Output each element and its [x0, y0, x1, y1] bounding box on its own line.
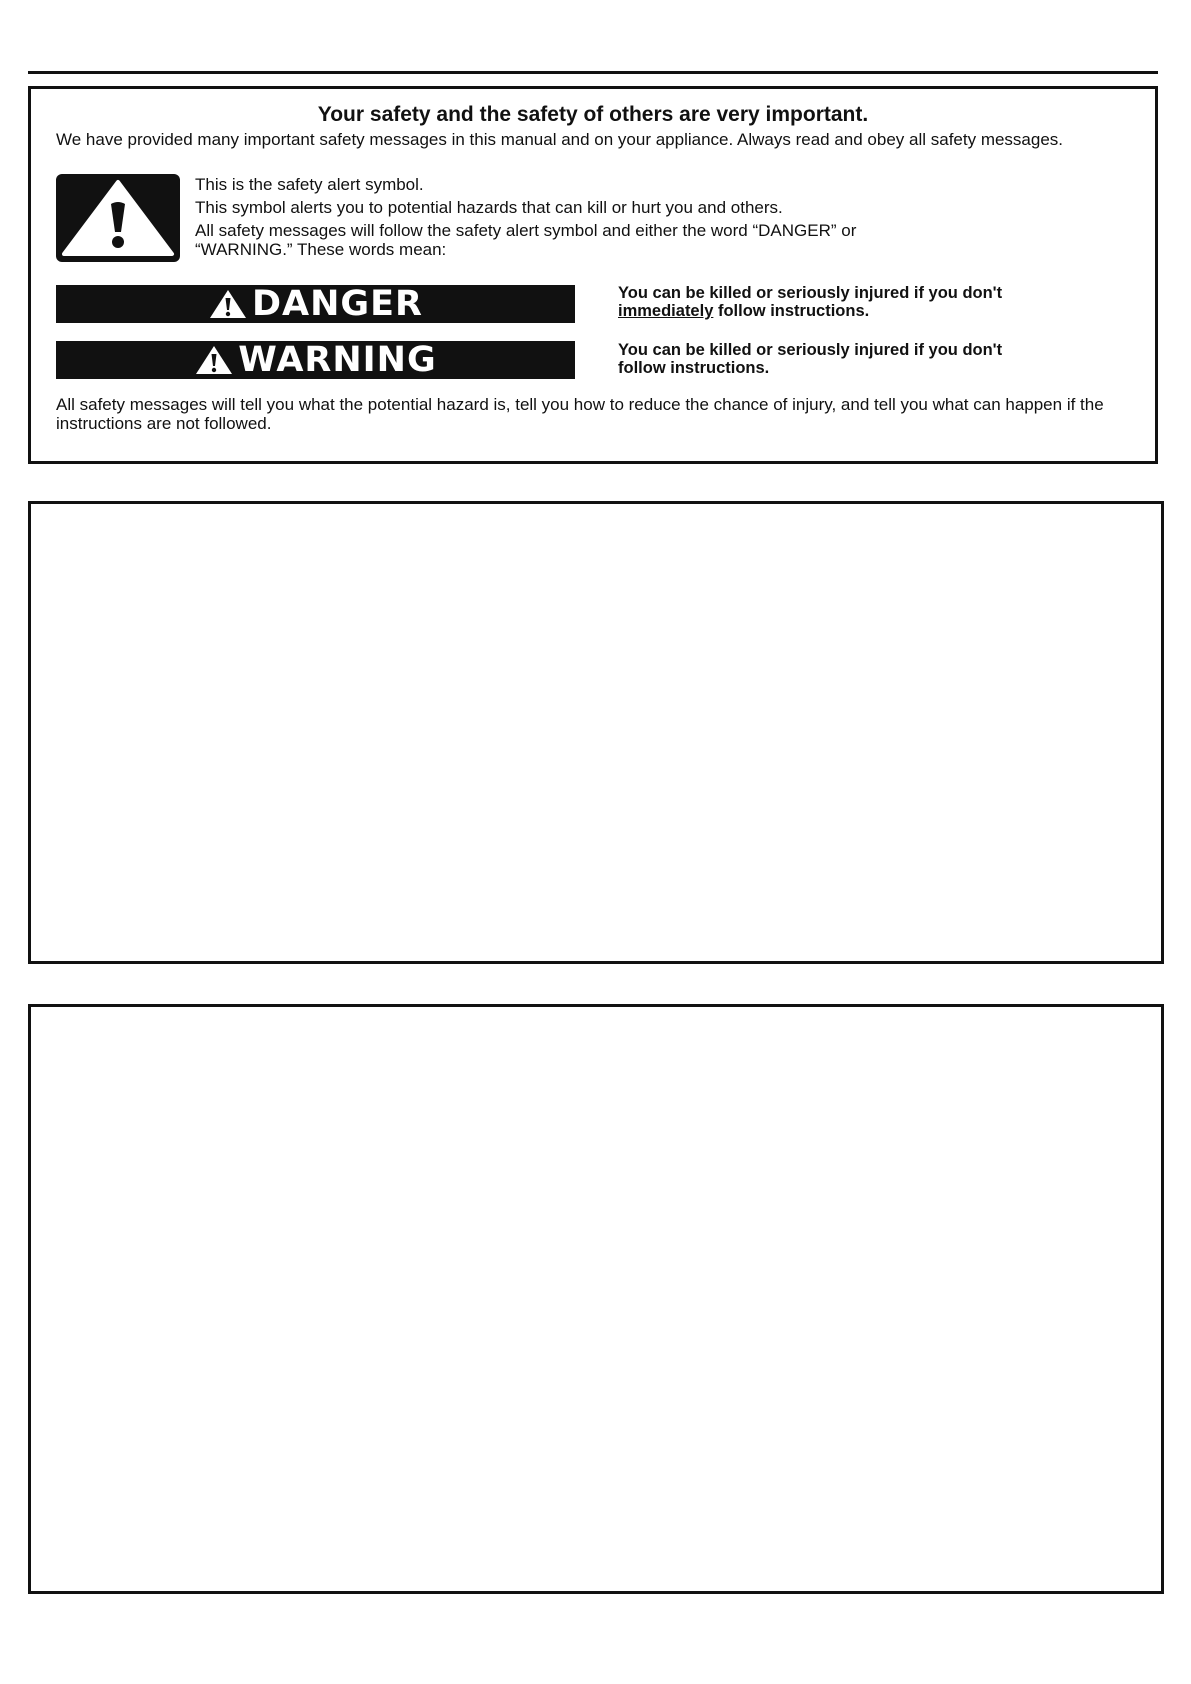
safety-information-box: [28, 86, 1158, 464]
safety-closing-text: All safety messages will tell you what the potential hazard is, tell you how to reduce the chance of injury, and tell you what can happen if the instructions are not followed.: [56, 395, 1104, 433]
safety-intro: We have provided many important safety messages in this manual and on your appliance. Always read and obey all safety messages.: [56, 130, 1064, 149]
warning-description: [618, 341, 1138, 377]
warning-desc-line-2: follow instructions.: [618, 359, 770, 377]
danger-signal-bar: [56, 285, 575, 323]
empty-content-box-2: [28, 1004, 1164, 1594]
safety-symbol-explanation: [195, 175, 1115, 263]
danger-desc-rest: follow instructions.: [717, 302, 870, 320]
danger-alert-icon: [208, 288, 248, 320]
danger-desc-line-2: [618, 302, 1138, 320]
top-rule: [28, 71, 1158, 74]
empty-content-box-1: [28, 501, 1164, 964]
danger-desc-line-1: You can be killed or seriously injured if you don't: [618, 284, 1003, 302]
warning-desc-line-1: You can be killed or seriously injured if you don't: [618, 341, 1003, 359]
warning-triangle-icon: [56, 174, 180, 262]
symbol-line-3b: “WARNING.” These words mean:: [195, 240, 447, 259]
danger-label: DANGER: [251, 284, 424, 324]
warning-signal-bar: [56, 341, 575, 379]
symbol-line-1: This is the safety alert symbol.: [195, 175, 424, 194]
warning-label: WARNING: [238, 340, 437, 380]
danger-description: [618, 284, 1138, 320]
symbol-line-2: This symbol alerts you to potential hazards that can kill or hurt you and others.: [195, 198, 783, 217]
warning-alert-icon: [194, 344, 234, 376]
danger-emphasis: immediately: [618, 302, 714, 320]
symbol-line-3a: All safety messages will follow the safety alert symbol and either the word “DANGER” or: [195, 221, 857, 240]
safety-heading: Your safety and the safety of others are very important.: [317, 103, 869, 126]
